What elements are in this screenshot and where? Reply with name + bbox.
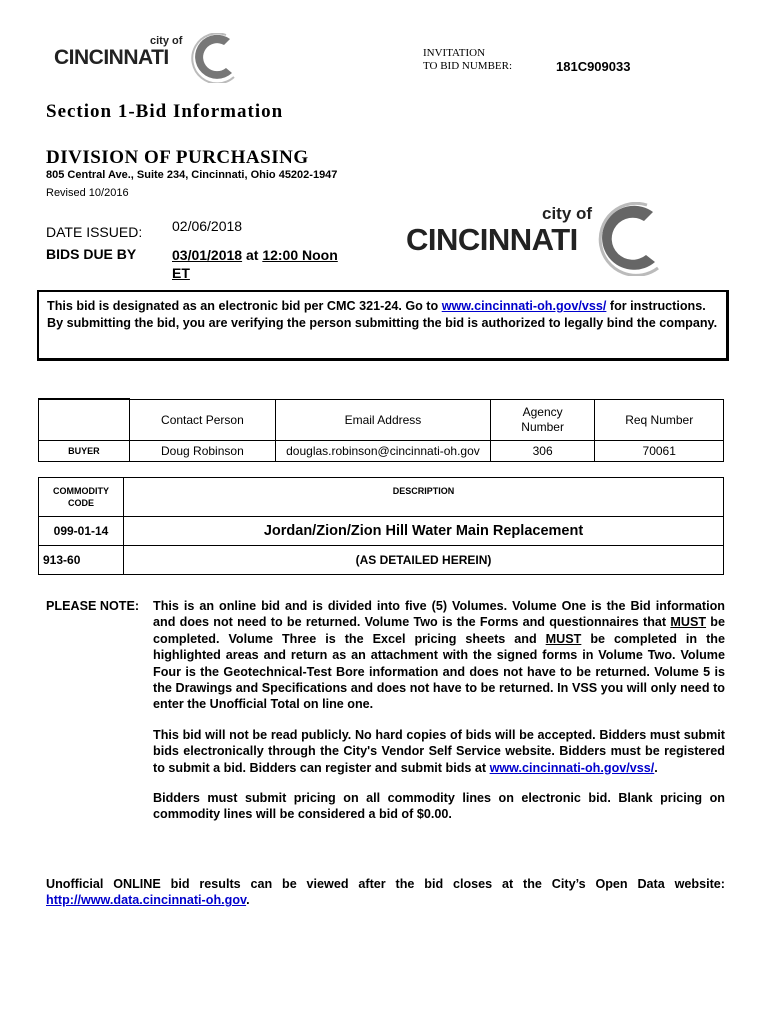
commodity-description-cell: Jordan/Zion/Zion Hill Water Main Replacement — [124, 517, 724, 546]
large-logo-c-emblem-icon — [591, 202, 663, 276]
commodity-description-cell: (AS DETAILED HEREIN) — [124, 546, 724, 575]
note-p1-c: be completed in the highlighted areas and return as an attachment with the signed forms in Volume Two. Volume Four is the Geotechnical-Test Bore information and does not have to be returned. Volume 5 is the Drawings and Specifications and does not have to be returned. In VSS you will only need to enter the Unofficial Total on line one. — [153, 631, 725, 712]
invitation-label — [423, 47, 512, 73]
cell-agency-number: 306 — [490, 441, 595, 462]
note-p2-end: . — [654, 760, 658, 775]
results-end: . — [246, 893, 250, 908]
results-text-block — [46, 876, 725, 909]
commodity-header-row — [39, 478, 724, 517]
section-title: Section 1-Bid Information — [46, 101, 284, 122]
vss-link-2[interactable]: www.cincinnati-oh.gov/vss/ — [489, 760, 655, 775]
please-note-label: PLEASE NOTE: — [46, 599, 140, 613]
contact-table-corner-cell — [39, 399, 130, 441]
please-note-paragraph-2 — [153, 727, 725, 776]
electronic-bid-notice — [37, 290, 729, 361]
bids-due-tz: ET — [172, 265, 190, 281]
logo-name-text: CINCINNATI — [54, 46, 169, 69]
large-logo-city-of-text: city of — [542, 204, 593, 223]
cell-contact-person: Doug Robinson — [129, 441, 275, 462]
commodity-table — [38, 477, 724, 575]
results-text: Unofficial ONLINE bid results can be viewed after the bid closes at the City’s Open Data website: — [46, 877, 725, 891]
large-logo-name-text: CINCINNATI — [406, 222, 578, 257]
open-data-link[interactable]: http://www.data.cincinnati-oh.gov — [46, 893, 247, 908]
notice-text-before: This bid is designated as an electronic bid per CMC 321-24. Go to — [47, 299, 442, 313]
table-row — [39, 441, 724, 462]
header-logo — [54, 33, 244, 83]
please-note-paragraph-3: Bidders must submit pricing on all commodity lines on electronic bid. Blank pricing on commodity lines will be considered a bid of $0.00. — [153, 791, 725, 822]
logo-city-of-text: city of — [150, 35, 183, 47]
large-logo — [406, 200, 666, 280]
commodity-code-cell: 099-01-14 — [39, 517, 124, 546]
header-email-address: Email Address — [276, 399, 491, 441]
invitation-label-line1: INVITATION — [423, 47, 486, 59]
please-note-paragraph-1 — [153, 598, 725, 713]
header-agency-line2: Number — [521, 419, 564, 434]
bids-due-time: 12:00 Noon — [262, 247, 338, 263]
contact-table-header-row — [39, 399, 724, 441]
logo-c-emblem-icon — [186, 33, 238, 83]
bid-number: 181C909033 — [556, 59, 631, 74]
cell-email-address: douglas.robinson@cincinnati-oh.gov — [276, 441, 491, 462]
header-agency-line1: Agency — [522, 404, 563, 419]
note-p1-must-2: MUST — [545, 631, 582, 646]
invitation-label-line2: TO BID NUMBER: — [423, 60, 513, 72]
bids-due-label: BIDS DUE BY — [46, 246, 137, 262]
bids-due-date: 03/01/2018 — [172, 247, 243, 263]
revised-date: Revised 10/2016 — [46, 187, 129, 199]
notice-text-after: for instructions. By submitting the bid, you are verifying the person submitting the bid is authorized to legally bind the company. — [47, 299, 718, 330]
bids-due-value — [172, 246, 372, 282]
note-p1-b: be completed. Volume Three is the Excel pricing sheets and — [153, 615, 725, 646]
please-note-body — [153, 598, 725, 823]
contact-table — [38, 398, 724, 462]
date-issued-value: 02/06/2018 — [172, 218, 243, 234]
description-header: DESCRIPTION — [124, 478, 724, 517]
row-label-buyer: BUYER — [39, 441, 130, 462]
results-paragraph — [46, 876, 725, 909]
table-row — [39, 546, 724, 575]
note-p1-must-1: MUST — [670, 615, 707, 630]
header-contact-person: Contact Person — [129, 399, 275, 441]
commodity-code-cell: 913-60 — [39, 546, 124, 575]
date-issued-label: DATE ISSUED: — [46, 224, 143, 240]
table-row — [39, 517, 724, 546]
bids-due-at: at — [242, 247, 263, 263]
commodity-code-header — [39, 478, 124, 517]
division-title: DIVISION OF PURCHASING — [46, 147, 309, 168]
division-address: 805 Central Ave., Suite 234, Cincinnati, Ohio 45202-1947 — [46, 169, 338, 181]
commodity-code-header-line1: COMMODITY — [53, 486, 109, 496]
header-req-number: Req Number — [595, 399, 724, 441]
header-agency-number — [490, 399, 595, 441]
note-p1-a: This is an online bid and is divided into five (5) Volumes. Volume One is the Bid information and does not need to be returned. Volume Two is the Forms and questionnaires that — [153, 599, 725, 630]
commodity-code-header-line2: CODE — [67, 498, 94, 508]
vss-link[interactable]: www.cincinnati-oh.gov/vss/ — [441, 299, 607, 313]
cell-req-number: 70061 — [595, 441, 724, 462]
note-p2-text: This bid will not be read publicly. No hard copies of bids will be accepted. Bidders must submit bids electronically through the City's Vendor Self Service website. Bidders must be registered to submit a bid. Bidders can register and submit bids at — [153, 727, 725, 775]
